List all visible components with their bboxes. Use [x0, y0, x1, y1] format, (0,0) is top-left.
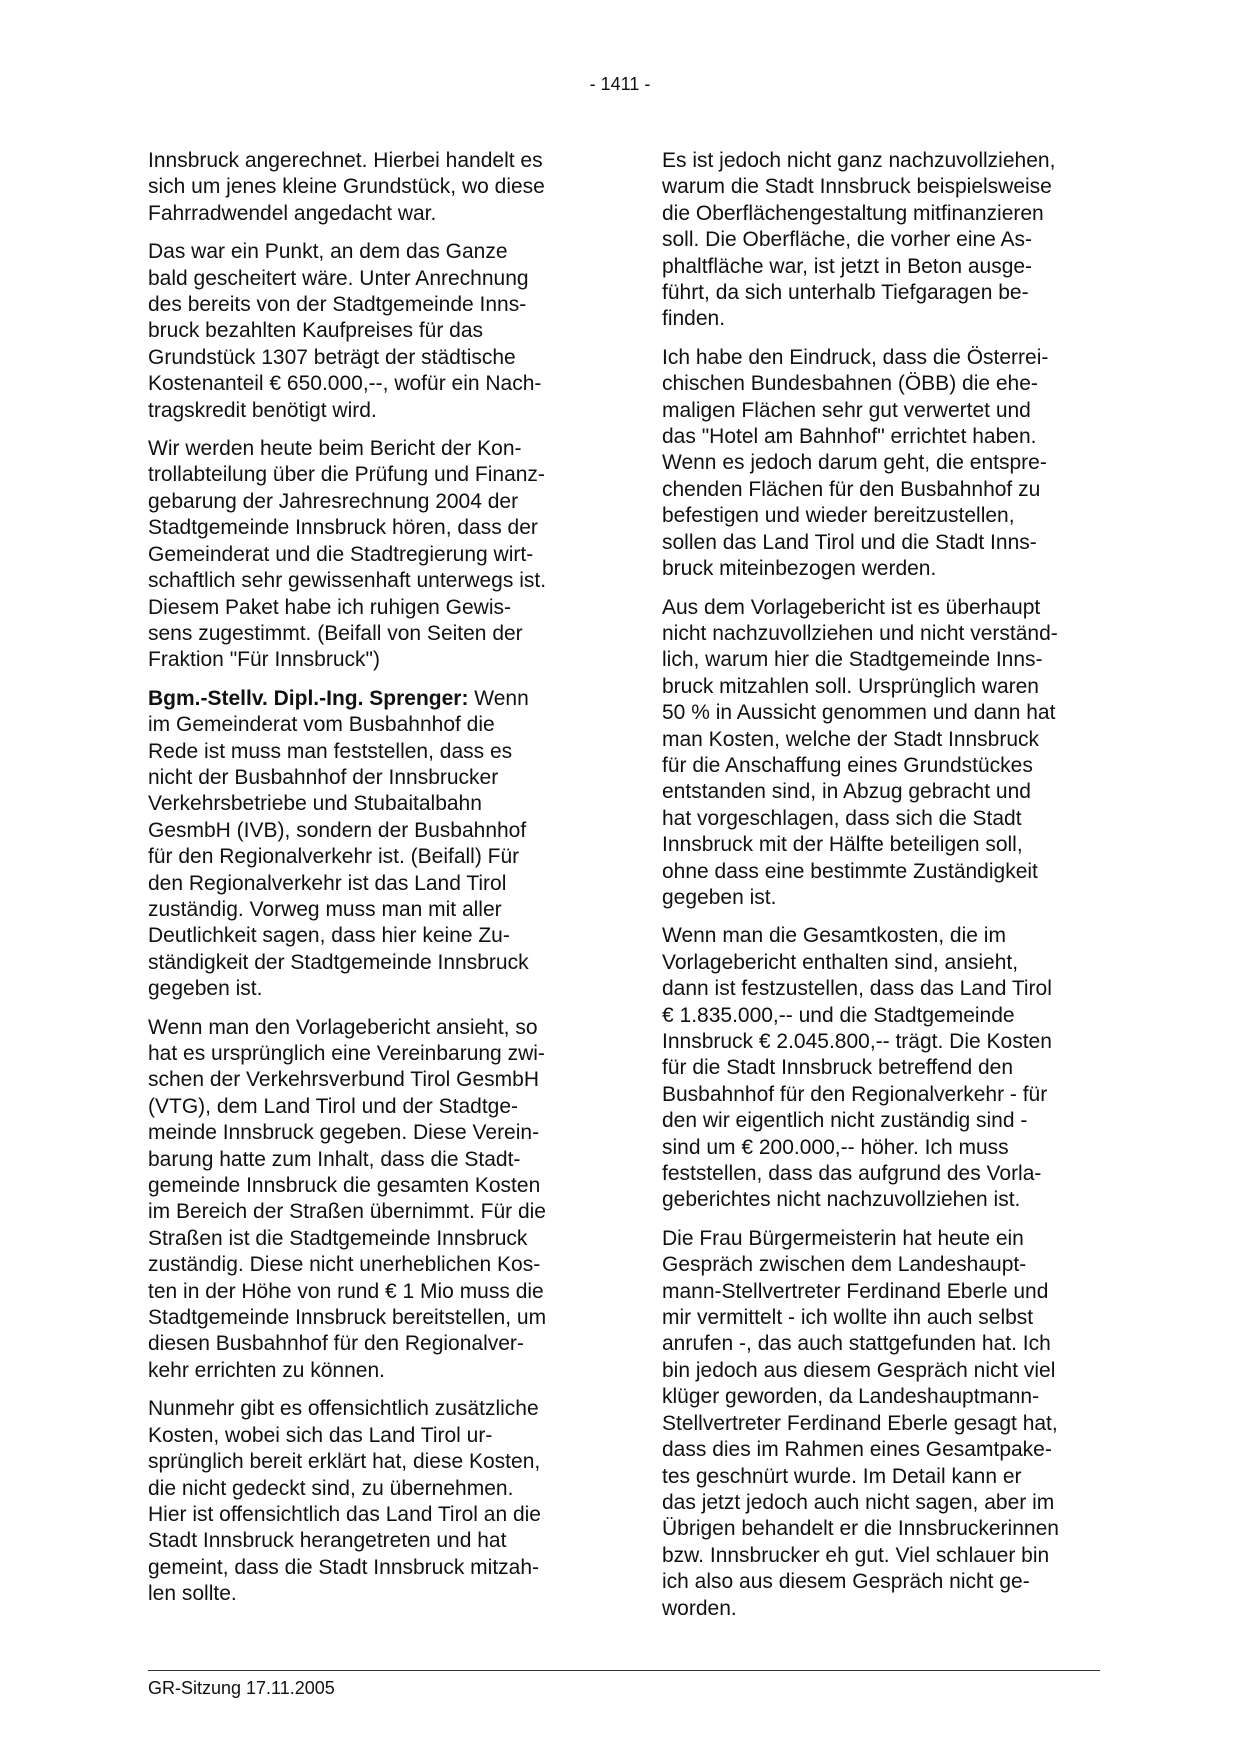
page-number: - 1411 -	[589, 74, 651, 94]
paragraph: Wir werden heute beim Bericht der Kon- trollabteilung über die Prüfung und Finanz- gebarung der Jahresrechnung 2004 der Stadtgemeinde Innsbruck hören, dass der Gemeinderat und die Stadtregierung wirt- schaftlich sehr gewissenhaft unterwegs ist. Diesem Paket habe ich ruhigen Gewis- sens zugestimmt. (Beifall von Seiten der Fraktion "Für Innsbruck")	[148, 437, 547, 672]
paragraph: Nunmehr gibt es offensichtlich zusätzliche Kosten, wobei sich das Land Tirol ur- sprünglich bereit erklärt hat, diese Kosten, die nicht gedeckt sind, zu übernehmen. Hier ist offensichtlich das Land Tirol an die Stadt Innsbruck herangetreten und hat gemeint, dass die Stadt Innsbruck mitzah- len sollte.	[148, 1397, 541, 1606]
speaker-text: Wenn im Gemeinderat vom Busbahnhof die Rede ist muss man feststellen, dass es nicht der Busbahnhof der Innsbrucker Verkehrsbetriebe und Stubaitalbahn GesmbH (IVB), sondern der Busbahnhof für den Regionalverkehr ist. (Beifall) Für den Regionalverkehr ist das Land Tirol zuständig. Vorweg muss man mit aller Deutlichkeit sagen, dass hier keine Zu- ständigkeit der Stadtgemeinde Innsbruck gegeben ist.	[148, 686, 529, 1001]
paragraph: Wenn man die Gesamtkosten, die im Vorlagebericht enthalten sind, ansieht, dann ist festzustellen, dass das Land Tirol € 1.835.000,-- und die Stadtgemeinde Innsbruck € 2.045.800,-- trägt. Die Kosten für die Stadt Innsbruck betreffend den Busbahnhof für den Regionalverkehr - für den wir eigentlich nicht zuständig sind - sind um € 200.000,-- höher. Ich muss feststellen, dass das aufgrund des Vorla- geberichtes nicht nachzuvollziehen ist.	[662, 924, 1052, 1212]
paragraph: Ich habe den Eindruck, dass die Österrei- chischen Bundesbahnen (ÖBB) die ehe- maligen Flächen sehr gut verwertet und das "Hotel am Bahnhof" errichtet haben. Wenn es jedoch darum geht, die entspre- chenden Flächen für den Busbahnhof zu befestigen und wieder bereitzustellen, sollen das Land Tirol und die Stadt Inns- bruck miteinbezogen werden.	[662, 345, 1049, 581]
left-column	[148, 148, 586, 1620]
paragraph: Innsbruck angerechnet. Hierbei handelt es sich um jenes kleine Grundstück, wo diese Fahrradwendel angedacht war.	[148, 149, 545, 225]
speaker-name: Bgm.-Stellv. Dipl.-Ing. Sprenger:	[148, 686, 469, 710]
paragraph: Aus dem Vorlagebericht ist es überhaupt nicht nachzuvollziehen und nicht verständ- lich, warum hier die Stadtgemeinde Inns- bruck mitzahlen soll. Ursprünglich waren 50 % in Aussicht genommen und dann hat man Kosten, welche der Stadt Innsbruck für die Anschaffung eines Grundstückes entstanden sind, in Abzug gebracht und hat vorgeschlagen, dass sich die Stadt Innsbruck mit der Hälfte beteiligen soll, ohne dass eine bestimmte Zuständigkeit gegeben ist.	[662, 595, 1058, 909]
paragraph: Es ist jedoch nicht ganz nachzuvollziehen, warum die Stadt Innsbruck beispielsweise die Oberflächengestaltung mitfinanzieren soll. Die Oberfläche, die vorher eine As- phaltfläche war, ist jetzt in Beton ausge- führt, da sich unterhalb Tiefgaragen be- finden.	[662, 149, 1056, 331]
footer-divider	[148, 1670, 1100, 1671]
paragraph: Das war ein Punkt, an dem das Ganze bald gescheitert wäre. Unter Anrechnung des bereits von der Stadtgemeinde Inns- bruck bezahlten Kaufpreises für das Grundstück 1307 beträgt der städtische Kostenanteil € 650.000,--, wofür ein Nach- tragskredit benötigt wird.	[148, 240, 542, 422]
paragraph: Wenn man den Vorlagebericht ansieht, so hat es ursprünglich eine Vereinbarung zwi- schen der Verkehrsverbund Tirol GesmbH (VTG), dem Land Tirol und der Stadtge- meinde Innsbruck gegeben. Diese Verein- barung hatte zum Inhalt, dass die Stadt- gemeinde Innsbruck die gesamten Kosten im Bereich der Straßen übernimmt. Für die Straßen ist die Stadtgemeinde Innsbruck zuständig. Diese nicht unerheblichen Kos- ten in der Höhe von rund € 1 Mio muss die Stadtgemeinde Innsbruck bereitstellen, um diesen Busbahnhof für den Regionalver- kehr errichten zu können.	[148, 1015, 547, 1382]
right-column	[662, 148, 1100, 1634]
paragraph: Die Frau Bürgermeisterin hat heute ein Gespräch zwischen dem Landeshaupt- mann-Stellvertreter Ferdinand Eberle und mir vermittelt - ich wollte ihn auch selbst anrufen -, das auch stattgefunden hat. Ich bin jedoch aus diesem Gespräch nicht viel klüger geworden, da Landeshauptmann- Stellvertreter Ferdinand Eberle gesagt hat, dass dies im Rahmen eines Gesamtpake- tes geschnürt wurde. Im Detail kann er das jetzt jedoch auch nicht sagen, aber im Übrigen behandelt er die Innsbruckerinnen bzw. Innsbrucker eh gut. Viel schlauer bin ich also aus diesem Gespräch nicht ge- worden.	[662, 1226, 1059, 1620]
speaker-paragraph	[148, 686, 586, 1003]
footer-session-date: GR-Sitzung 17.11.2005	[148, 1678, 335, 1698]
